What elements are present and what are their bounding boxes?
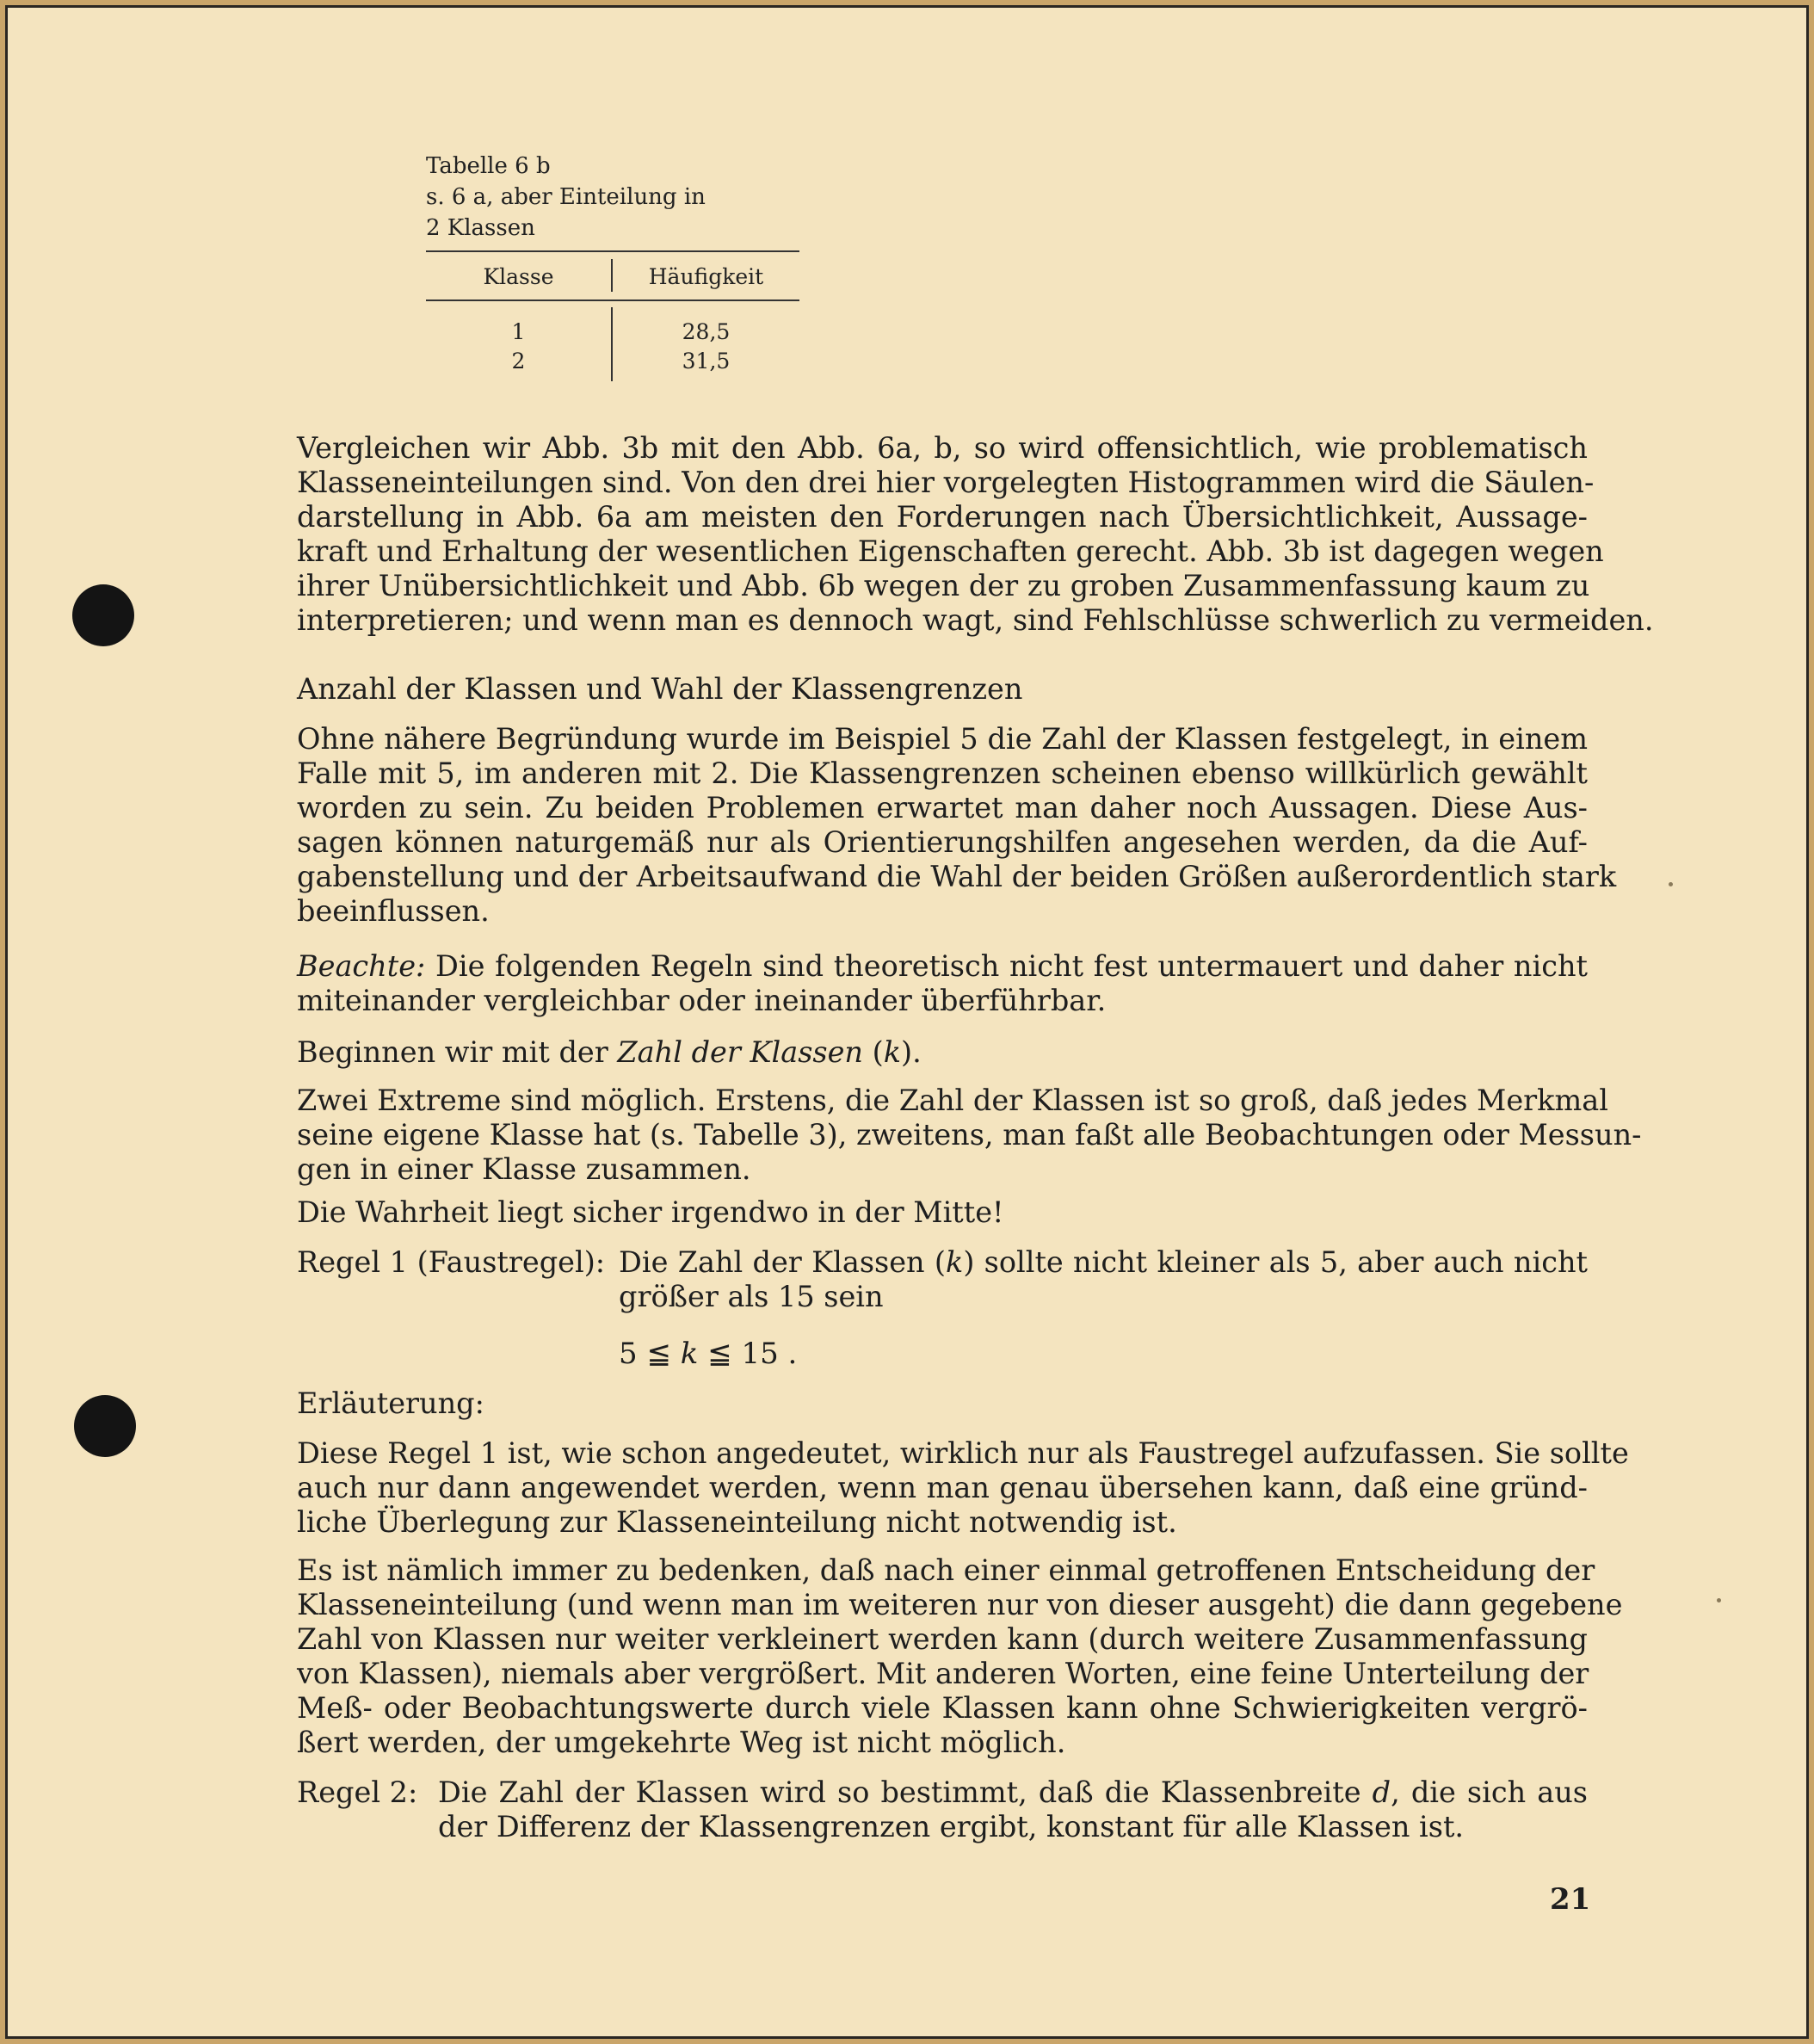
emphasis-zahl-der-klassen: Zahl der Klassen	[617, 1035, 864, 1069]
rule-1	[297, 1245, 1588, 1314]
paragraph-beginnen	[297, 1035, 1588, 1070]
text-line: ihrer Unübersichtlichkeit und Abb. 6b wegen der zu groben Zusammenfassung kaum zu	[297, 569, 1590, 602]
text-line: Die Zahl der Klassen (k) sollte nicht kleiner als 5, aber auch nicht	[619, 1245, 1588, 1279]
text-line: Erläuterung:	[297, 1386, 484, 1420]
table-rule	[426, 299, 799, 301]
text-line: darstellung in Abb. 6a am meisten den Forderungen nach Übersichtlichkeit, Aussage-	[297, 500, 1588, 534]
table-header-haeufigkeit: Häufigkeit	[648, 264, 764, 289]
text-line: sagen können naturgemäß nur als Orientierungshilfen angesehen werden, da die Auf-	[297, 825, 1588, 859]
paragraph-faustregel	[297, 1436, 1629, 1540]
text-line: Vergleichen wir Abb. 3b mit den Abb. 6a, b, so wird offensichtlich, wie problematisch	[297, 431, 1588, 465]
text-line: beeinflussen.	[297, 894, 490, 928]
text-line: gen in einer Klasse zusammen.	[297, 1152, 751, 1186]
text-line: miteinander vergleichbar oder ineinander überführbar.	[297, 984, 1107, 1017]
text-line: von Klassen), niemals aber vergrößert. Mit anderen Worten, eine feine Unterteilung der	[297, 1657, 1589, 1690]
paper-speck	[1669, 882, 1673, 886]
rule-2-label: Regel 2:	[297, 1775, 418, 1809]
text-line: Zahl von Klassen nur weiter verkleinert werden kann (durch weitere Zusammenfassung	[297, 1622, 1588, 1656]
text-line: worden zu sein. Zu beiden Problemen erwartet man daher noch Aussagen. Diese Aus-	[297, 791, 1588, 824]
text-line: auch nur dann angewendet werden, wenn man genau übersehen kann, daß eine gründ-	[297, 1471, 1588, 1504]
paragraph-vergleich	[297, 431, 1654, 638]
text-line: Falle mit 5, im anderen mit 2. Die Klassengrenzen scheinen ebenso willkürlich gewählt	[297, 756, 1588, 790]
table-rule	[426, 250, 799, 252]
text-line: Die Zahl der Klassen wird so bestimmt, daß die Klassenbreite d, die sich aus	[438, 1775, 1588, 1809]
text-line: Klasseneinteilung (und wenn man im weiteren nur von dieser ausgeht) die dann gegebene	[297, 1588, 1623, 1621]
text-line: Diese Regel 1 ist, wie schon angedeutet, wirklich nur als Faustregel aufzufassen. Sie sollte	[297, 1436, 1629, 1470]
beachte-label: Beachte:	[297, 949, 426, 983]
text-line: interpretieren; und wenn man es dennoch wagt, sind Fehlschlüsse schwerlich zu vermeiden.	[297, 603, 1654, 637]
paragraph-begruendung	[297, 722, 1617, 929]
paragraph-bedenken	[297, 1553, 1623, 1760]
text-line: Beginnen wir mit der Zahl der Klassen (k).	[297, 1035, 922, 1069]
rule-1-label: Regel 1 (Faustregel):	[297, 1245, 606, 1279]
text-line: der Differenz der Klassengrenzen ergibt, konstant für alle Klassen ist.	[438, 1810, 1465, 1843]
text-line: Zwei Extreme sind möglich. Erstens, die Zahl der Klassen ist so groß, daß jedes Merkmal	[297, 1084, 1608, 1117]
table-header-klasse: Klasse	[483, 264, 554, 289]
paragraph-wahrheit	[297, 1195, 1588, 1230]
formula-inequality: 5 ≦ k ≦ 15 .	[619, 1337, 798, 1371]
heading-text: Anzahl der Klassen und Wahl der Klassengrenzen	[297, 672, 1023, 706]
text-line: Meß- oder Beobachtungswerte durch viele Klassen kann ohne Schwierigkeiten vergrö-	[297, 1691, 1588, 1725]
text-line: Es ist nämlich immer zu bedenken, daß nach einer einmal getroffenen Entscheidung der	[297, 1553, 1595, 1587]
paragraph-beachte	[297, 949, 1588, 1018]
caption-line: Tabelle 6 b	[426, 153, 551, 179]
text-line: größer als 15 sein	[619, 1280, 884, 1313]
rule-2	[297, 1775, 1588, 1844]
beachte-text: Die folgenden Regeln sind theoretisch nicht fest untermauert und daher nicht	[435, 949, 1588, 983]
text-line: Klasseneinteilungen sind. Von den drei hier vorgelegten Histogrammen wird die Säulen-	[297, 466, 1595, 499]
text-line: Ohne nähere Begründung wurde im Beispiel 5 die Zahl der Klassen festgelegt, in einem	[297, 722, 1588, 756]
text-line: gabenstellung und der Arbeitsaufwand die Wahl der beiden Größen außerordentlich stark	[297, 860, 1617, 893]
punch-hole	[74, 1395, 136, 1457]
table-caption	[426, 151, 706, 244]
table-cell-klasse: 2	[511, 349, 526, 374]
text-line: Die Wahrheit liegt sicher irgendwo in der Mitte!	[297, 1195, 1004, 1229]
caption-line: 2 Klassen	[426, 215, 535, 241]
erlaeuterung-heading	[297, 1386, 1588, 1421]
table-cell-haeufigkeit: 28,5	[682, 319, 731, 344]
text-line: liche Überlegung zur Klasseneinteilung nicht notwendig ist.	[297, 1505, 1177, 1539]
page-number: 21	[1550, 1882, 1591, 1917]
caption-line: s. 6 a, aber Einteilung in	[426, 184, 706, 210]
text-line: seine eigene Klasse hat (s. Tabelle 3), zweitens, man faßt alle Beobachtungen oder Messun-	[297, 1118, 1642, 1152]
text-line: kraft und Erhaltung der wesentlichen Eigenschaften gerecht. Abb. 3b ist dagegen wegen	[297, 534, 1604, 568]
paragraph-extreme	[297, 1084, 1642, 1187]
section-heading	[297, 672, 1588, 707]
table-cell-haeufigkeit: 31,5	[682, 349, 731, 374]
table-cell-klasse: 1	[511, 319, 526, 344]
punch-hole	[72, 584, 134, 646]
text-line: ßert werden, der umgekehrte Weg ist nicht möglich.	[297, 1726, 1066, 1759]
paper-speck	[1717, 1598, 1721, 1602]
text-line	[297, 949, 1588, 984]
document-page	[5, 5, 1809, 2039]
